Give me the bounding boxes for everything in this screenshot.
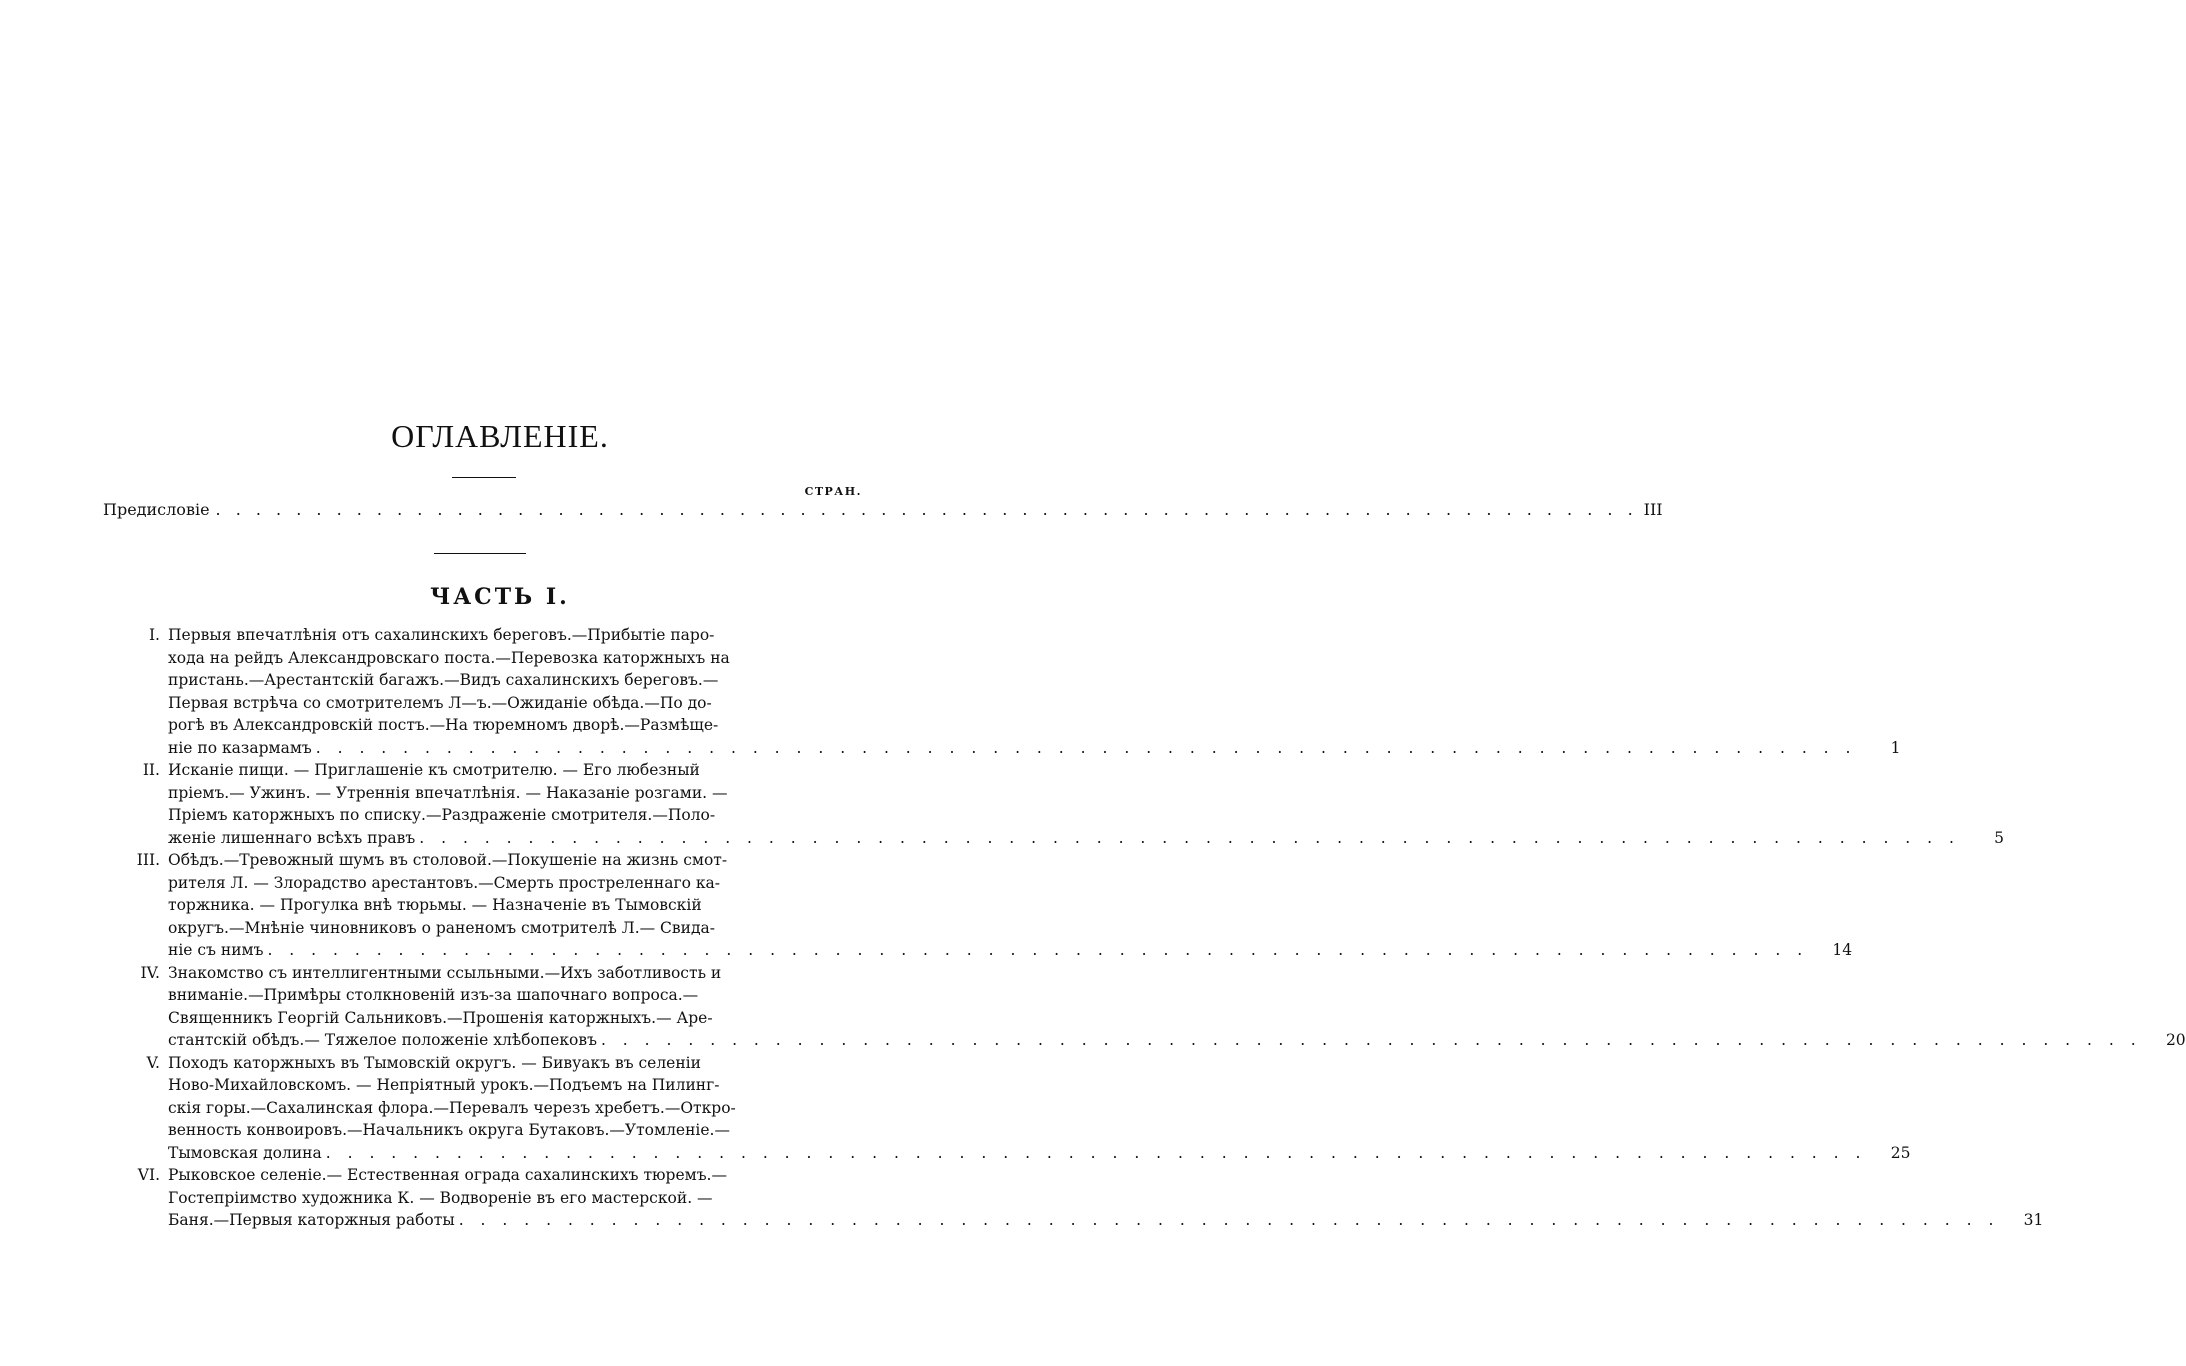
preface-page: III [1643,500,1663,519]
chapter-summary [168,1164,2043,1232]
chapter-summary [168,1052,1910,1165]
chapter-summary [168,759,2004,849]
leader-dots [459,1209,2000,1232]
summary-line: скія горы.—Сахалинская флора.—Перевалъ черезъ хребетъ.—Откро- [168,1098,736,1117]
chapter-number: III. [136,851,160,869]
leader-dots [601,1029,2142,1052]
chapter-entry [100,962,2186,1052]
summary-line: Рыковское селеніе.— Естественная ограда сахалинскихъ тюремъ.— [168,1166,727,1184]
summary-line: Обѣдъ.—Тревожный шумъ въ столовой.—Покушеніе на жизнь смот- [168,851,728,869]
chapter-summary [168,962,2186,1052]
summary-line: Первыя впечатлѣнія отъ сахалинскихъ береговъ.—Прибытіе паро- [168,626,715,644]
chapter-entry [100,624,1901,759]
summary-line: Исканіе пищи. — Приглашеніе къ смотрителю. — Его любезный [168,761,700,779]
leader-dots [316,737,1857,760]
section-divider [434,553,526,554]
title-divider [452,477,516,478]
chapter-entry [100,1052,1911,1165]
page-column-label: СТРАН. [804,485,862,498]
chapter-summary [168,624,1900,759]
preface-entry [103,500,1663,519]
chapter-page: 1 [1890,738,1901,757]
chapter-summary [168,849,1852,962]
summary-last-line [168,1142,1910,1165]
page-title: ОГЛАВЛЕНІЕ. [391,418,609,454]
summary-line: Тымовская долина [168,1143,322,1162]
leader-dots [216,500,1638,519]
part-title: ЧАСТЬ I. [430,584,570,610]
summary-line: хода на рейдъ Александровскаго поста.—Перевозка каторжныхъ на [168,648,730,667]
chapter-entry [100,849,1853,962]
summary-line: Баня.—Первыя каторжныя работы [168,1211,455,1229]
chapter-entry [100,1164,2044,1232]
summary-line: рителя Л. — Злорадство арестантовъ.—Смерть простреленнаго ка- [168,873,720,892]
preface-label: Предисловіе [103,500,210,519]
summary-last-line [168,1209,2043,1232]
summary-line: венность конвоировъ.—Начальникъ округа Бутаковъ.—Утомленіе.— [168,1121,730,1139]
chapter-number: I. [148,626,160,644]
chapter-number: VI. [137,1166,160,1184]
chapter-number: IV. [140,963,160,982]
chapter-page: 25 [1890,1143,1911,1162]
leader-dots [326,1142,1867,1165]
chapter-number: II. [142,761,160,779]
summary-line: Гостепріимство художника К. — Водвореніе въ его мастерской. — [168,1188,713,1207]
summary-last-line [168,939,1852,962]
summary-last-line [168,827,2004,850]
leader-dots [267,939,1808,962]
chapter-entry [100,759,2004,849]
chapter-page: 14 [1832,941,1853,959]
chapter-page: 20 [2165,1031,2186,1049]
summary-line: торжника. — Прогулка внѣ тюрьмы. — Назначеніе въ Тымовскій [168,896,702,914]
summary-line: ніе съ нимъ [168,941,264,959]
chapter-page: 5 [1994,828,2004,847]
summary-line: Священникъ Георгій Сальниковъ.—Прошенія каторжныхъ.— Аре- [168,1008,713,1027]
chapter-list [100,624,2186,1232]
summary-line: Походъ каторжныхъ въ Тымовскій округъ. — Бивуакъ въ селеніи [168,1053,701,1072]
summary-line: пріемъ.— Ужинъ. — Утреннія впечатлѣнія. — Наказаніе розгами. — [168,783,728,802]
summary-line: Первая встрѣча со смотрителемъ Л—ъ.—Ожиданіе обѣда.—По до- [168,693,712,712]
summary-line: стантскій обѣдъ.— Тяжелое положеніе хлѣбопековъ [168,1031,597,1049]
summary-last-line [168,737,1900,760]
summary-line: Пріемъ каторжныхъ по списку.—Раздраженіе смотрителя.—Поло- [168,806,716,824]
leader-dots [419,827,1960,850]
summary-line: рогѣ въ Александровскій постъ.—На тюремномъ дворѣ.—Размѣще- [168,716,719,734]
summary-last-line [168,1029,2186,1052]
summary-line: Знакомство съ интеллигентными ссыльными.—Ихъ заботливость и [168,963,722,982]
chapter-page: 31 [2023,1211,2044,1229]
summary-line: округъ.—Мнѣніе чиновниковъ о раненомъ смотрителѣ Л.— Свида- [168,918,715,937]
summary-line: Ново-Михайловскомъ. — Непріятный урокъ.—Подъемъ на Пилинг- [168,1076,720,1094]
chapter-number: V. [146,1053,160,1072]
summary-line: женіе лишеннаго всѣхъ правъ [168,828,416,847]
summary-line: ніе по казармамъ [168,738,312,757]
summary-line: пристань.—Арестантскій багажъ.—Видъ сахалинскихъ береговъ.— [168,671,719,689]
summary-line: вниманіе.—Примѣры столкновеній изъ-за шапочнаго вопроса.— [168,986,699,1004]
